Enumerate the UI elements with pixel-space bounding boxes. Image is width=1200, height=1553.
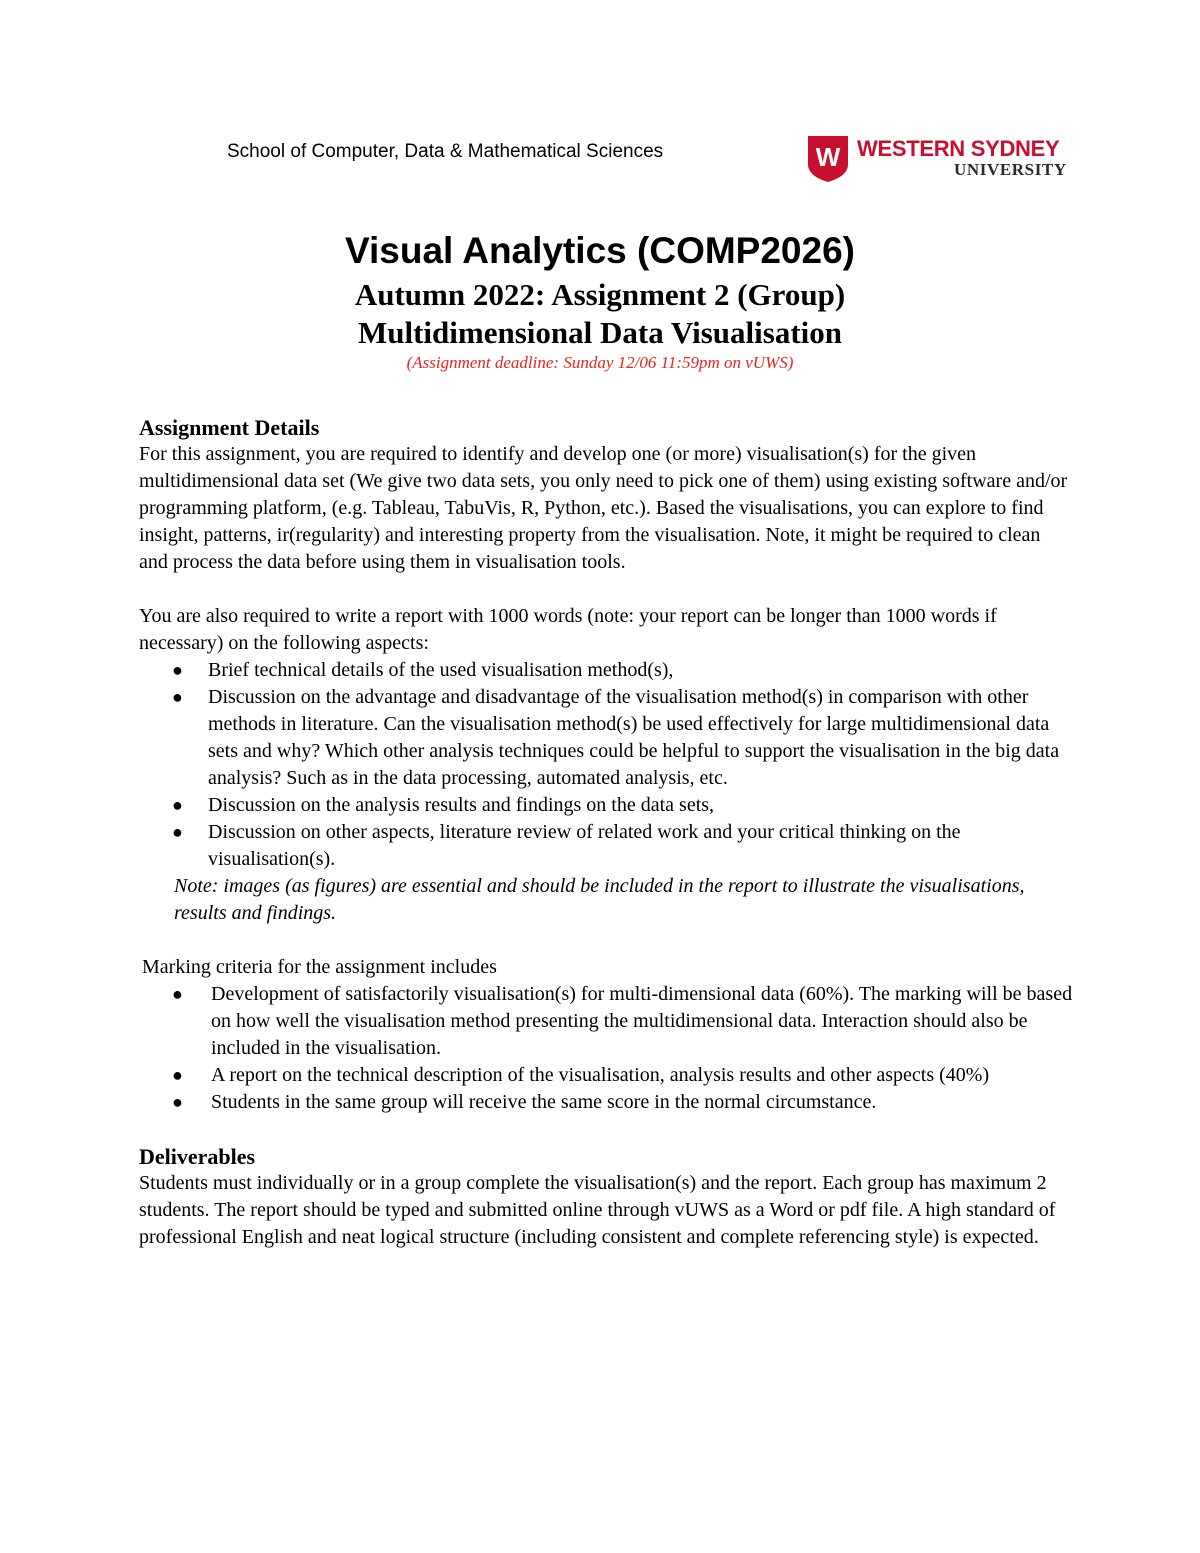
marking-criteria-list (139, 981, 1074, 1116)
university-logo (808, 136, 1073, 184)
bullet-icon: ● (172, 822, 183, 842)
list-item: ● Students in the same group will receive the same score in the normal circumstance. (139, 1089, 1074, 1116)
bullet-icon: ● (172, 795, 183, 815)
bullet-icon: ● (172, 1065, 183, 1085)
list-item: ● Brief technical details of the used visualisation method(s), (139, 657, 1074, 684)
assignment-title: Autumn 2022: Assignment 2 (Group) (354, 277, 846, 312)
course-title: Visual Analytics (COMP2026) (345, 230, 855, 271)
aspects-list (139, 657, 1074, 873)
deliverables-heading: Deliverables (139, 1144, 256, 1169)
list-item: ● Development of satisfactorily visualisation(s) for multi-dimensional data (60%). The marking will be based on how well the visualisation method presenting the multidimensional data. Interaction should also be included in the visualisation. (172, 983, 1073, 1059)
details-paragraph: For this assignment, you are required to identify and develop one (or more) visualisation(s) for the given multidimensional data set (We give two data sets, you only need to pick one of them) using existing software and/or programming platform, (e.g. Tableau, TabuVis, R, Python, etc.). Based the visualisations, you can explore to find insight, patterns, ir(regularity) and interesting property from the visualisation. Note, it might be required to clean and process the data before using them in visualisation tools. (139, 443, 1068, 573)
marking-intro: Marking criteria for the assignment includes (142, 956, 497, 978)
figures-note: Note: images (as figures) are essential and should be included in the report to illustrate the visualisations, results and findings. (174, 875, 1025, 924)
bullet-icon: ● (172, 984, 183, 1004)
logo-text-secondary: UNIVERSITY (954, 160, 1067, 179)
list-item: ● A report on the technical description of the visualisation, analysis results and other aspects (40%) (139, 1062, 1074, 1089)
logo-letter: W (815, 142, 841, 172)
shield-logo-icon (808, 136, 848, 182)
bullet-icon: ● (172, 660, 183, 680)
report-paragraph: You are also required to write a report with 1000 words (note: your report can be longer than 1000 words if necessary) on the following aspects: (139, 605, 997, 654)
list-item: ● Discussion on the analysis results and findings on the data sets, (139, 792, 1074, 819)
deadline-note: (Assignment deadline: Sunday 12/06 11:59pm on vUWS) (406, 353, 794, 372)
list-item: ● Discussion on other aspects, literature review of related work and your critical thinking on the visualisation(s). (172, 821, 961, 870)
school-name: School of Computer, Data & Mathematical Sciences (227, 141, 664, 162)
list-item: ● Discussion on the advantage and disadvantage of the visualisation method(s) in comparison with other methods in literature. Can the visualisation method(s) be used effectively for large multidimensional data sets and why? Which other analysis techniques could be helpful to support the visualisation in the big data analysis? Such as in the data processing, automated analysis, etc. (172, 686, 1060, 789)
logo-text-primary: WESTERN SYDNEY (857, 136, 1060, 161)
topic-title: Multidimensional Data Visualisation (357, 315, 843, 350)
deliverables-paragraph: Students must individually or in a group complete the visualisation(s) and the report. Each group has maximum 2 students. The report should be typed and submitted online through vUWS as a Word or pdf file. A high standard of professional English and neat logical structure (including consistent and complete referencing style) is expected. (139, 1172, 1056, 1248)
document-body (139, 414, 1074, 1251)
title-block (0, 226, 1200, 374)
bullet-icon: ● (172, 687, 183, 707)
details-heading: Assignment Details (139, 415, 320, 440)
bullet-icon: ● (172, 1092, 183, 1112)
